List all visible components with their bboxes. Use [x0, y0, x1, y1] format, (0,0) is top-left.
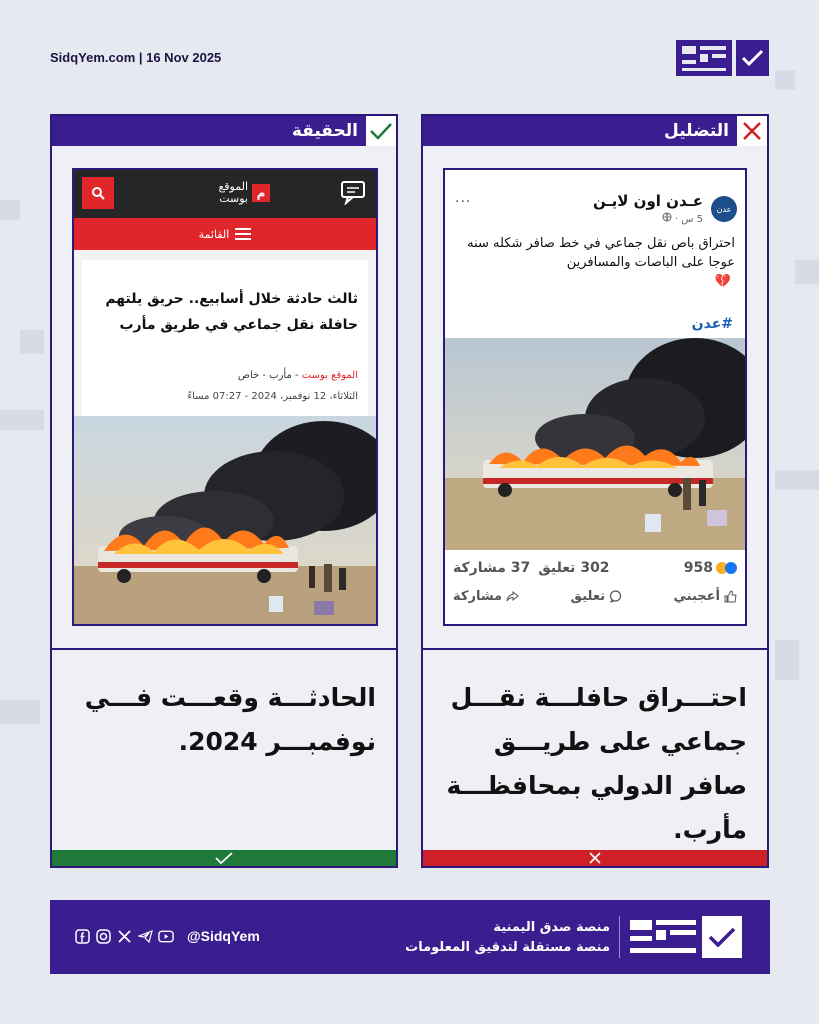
check-icon [214, 851, 234, 865]
post-time: 5 س · [662, 212, 703, 225]
decor-square [775, 640, 799, 680]
hamburger-icon [235, 228, 251, 240]
news-headline: ثالث حادثة خلال أسابيع.. حريق يلتهم حافلة نقل جماعي في طريق مأرب [105, 291, 358, 333]
thumbs-up-icon [724, 590, 737, 603]
news-logo-mark: م [252, 184, 270, 202]
reactions-summary [684, 560, 737, 576]
decor-square [0, 410, 44, 430]
x-icon[interactable] [116, 928, 132, 944]
comments-count: 302 تعليق [538, 560, 610, 576]
misinformation-footer-bar [423, 850, 767, 866]
decor-square [0, 200, 20, 220]
panel-divider [52, 648, 396, 650]
check-icon [366, 116, 396, 146]
broken-heart-icon: 💔 [714, 274, 731, 289]
comment-button[interactable]: تعليق [571, 589, 623, 604]
fact-label: الحقيقة [291, 121, 358, 141]
brand-separator [619, 916, 620, 958]
social-handle: @SidqYem [187, 928, 260, 944]
share-icon [506, 590, 519, 603]
cross-icon [737, 116, 767, 146]
news-source-name: الموقع بوست [301, 370, 358, 381]
cross-icon [588, 851, 602, 865]
engagement-counts [453, 560, 610, 576]
telegram-icon[interactable] [137, 928, 153, 944]
post-text: احتراق باص نقل جماعي في خط صافر شكله سنه عوجا على الباصات والمسافرين [467, 236, 735, 270]
sidq-logo [676, 40, 769, 76]
fact-footer-bar [52, 850, 396, 866]
like-button[interactable]: أعجبني [674, 589, 737, 604]
facebook-icon[interactable] [74, 928, 90, 944]
fact-claim-text: الحادثـــة وقعـــت فـــي نوفمبـــر 2024. [84, 683, 376, 756]
site-date-line: SidqYem.com | 16 Nov 2025 [50, 50, 222, 65]
more-options-icon: ... [455, 190, 472, 206]
post-header [445, 170, 745, 225]
news-source-suffix: - مأرب - خاص [237, 370, 302, 381]
decor-square [20, 330, 44, 354]
news-logo-text: الموقع بوست [218, 180, 248, 205]
like-reaction-icon [725, 562, 737, 574]
misinformation-panel [421, 114, 769, 868]
bus-fire-photo [74, 416, 376, 626]
brand-name: منصة صدق اليمنية [493, 920, 610, 935]
news-topbar [74, 170, 376, 218]
globe-icon [662, 212, 672, 222]
search-icon [82, 177, 114, 209]
page-name: عـدن اون لايـن [593, 192, 703, 210]
panel-divider [423, 648, 767, 650]
youtube-icon[interactable] [158, 928, 174, 944]
sidq-logo [630, 916, 742, 958]
news-menu-bar [74, 218, 376, 250]
fact-panel-header [52, 116, 396, 146]
brand-description: منصة مستقلة لتدقيق المعلومات [405, 940, 610, 955]
facebook-post-screenshot [443, 168, 747, 626]
post-stats [453, 558, 737, 578]
news-article-screenshot [72, 168, 378, 626]
share-button[interactable]: مشاركة [453, 589, 519, 604]
footer-bar [50, 900, 770, 974]
instagram-icon[interactable] [95, 928, 111, 944]
social-links [74, 928, 260, 944]
shares-count: 37 مشاركة [453, 560, 531, 576]
decor-square [795, 260, 819, 284]
post-actions [453, 584, 737, 608]
post-hashtag: #عدن [691, 316, 733, 332]
bus-fire-photo [445, 338, 745, 550]
misinformation-panel-header [423, 116, 767, 146]
decor-square [775, 470, 819, 490]
news-inner [82, 260, 368, 416]
decor-square [775, 70, 795, 90]
news-body [74, 250, 376, 416]
reactions-count: 958 [683, 560, 713, 576]
misinformation-label: التضليل [664, 121, 729, 141]
news-source [92, 370, 358, 381]
decor-square [0, 700, 40, 724]
chat-icon [340, 179, 366, 209]
page-avatar: عدن [711, 196, 737, 222]
news-date: الثلاثاء، 12 نوفمبر، 2024 - 07:27 مساءً [187, 391, 358, 402]
news-menu-label: القائمة [198, 227, 230, 241]
brand-tagline [405, 918, 610, 958]
news-site-logo [184, 178, 270, 208]
misinformation-claim-text: احتـــراق حافلـــة نقـــل جماعي على طريـــق صافر الدولي بمحافظـــة مأرب. [446, 683, 747, 844]
fact-panel [50, 114, 398, 868]
comment-icon [609, 590, 622, 603]
